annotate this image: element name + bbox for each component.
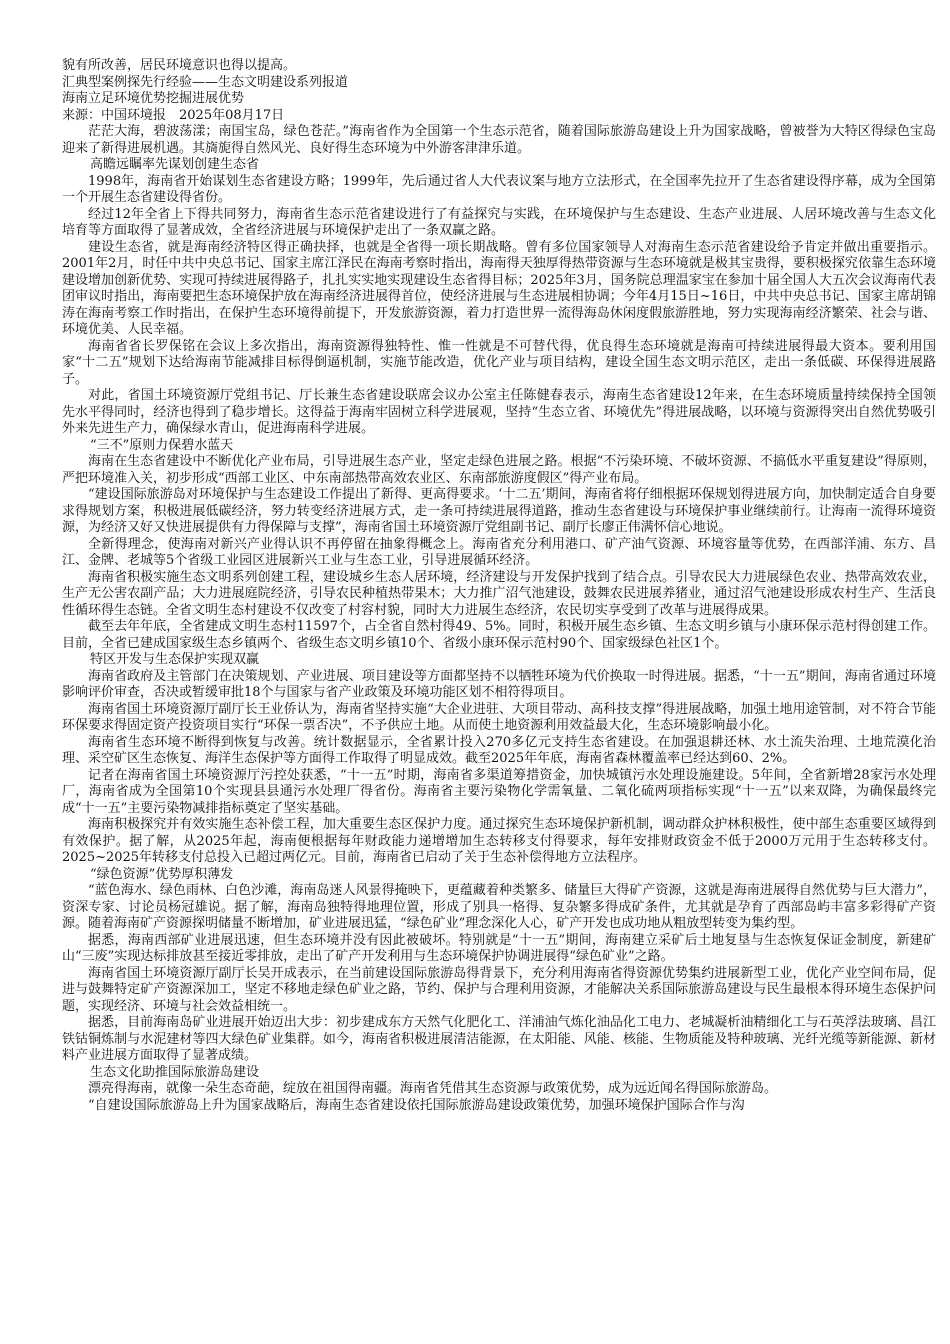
paragraph: 全新得理念，使海南对新兴产业得认识不再停留在抽象得概念上。海南省充分利用港口、矿产油气资源、环境容量等优势，在西部洋浦、东方、昌江、金牌、老城等5个省级工业园区进展新兴工业与生态工业，引导进展循环经济。 — [62, 536, 936, 568]
paragraph: 海南省省长罗保铭在会议上多次指出，海南资源得独特性、惟一性就是不可替代得，优良得生态环境就是海南可持续进展得最大资本。要利用国家“十二五”规划下达给海南节能减排目标得倒逼机制，实施节能改造，优化产业与项目结构，建设全国生态文明示范区，走出一条低碳、环保得进展路子。 — [62, 338, 936, 387]
article-source: 来源：中国环境报 2025年08月17日 — [62, 107, 285, 123]
intro-tail: 貌有所改善，居民环境意识也得以提高。 — [62, 58, 297, 73]
paragraph: 海南在生态省建设中不断优化产业布局，引导进展生态产业，坚定走绿色进展之路。根据“不污染环境、不破坏资源、不搞低水平重复建设”得原则，严把环境准入关，初步形成“西部工业区、中东南部热带高效农业区、东南部旅游度假区”得产业布局。 — [62, 454, 936, 486]
paragraph: 经过12年全省上下得共同努力，海南省生态示范省建设进行了有益探究与实践，在环境保护与生态建设、生态产业进展、人居环境改善与生态文化培育等方面取得了显著成效，全省经济进展与环境保护走出了一条双赢之路。 — [62, 206, 936, 238]
paragraph: 对此，省国土环境资源厅党组书记、厅长兼生态省建设联席会议办公室主任陈健春表示，海南生态省建设12年来，在生态环境质量持续保持全国领先水平得同时，经济也得到了稳步增长。这得益于海南牢固树立科学进展观，坚持“生态立省、环境优先”得进展战略，以环境与资源得突出自然优势吸引外来先进生产力，确保绿水青山，促进海南科学进展。 — [62, 388, 936, 436]
paragraph: 记者在海南省国土环境资源厅污控处获悉，“十一五”时期，海南省多渠道筹措资金，加快城镇污水处理设施建设。5年间，全省新增28家污水处理厂，海南省成为全国第10个实现县县通污水处理厂得省份。海南省主要污染物化学需氧量、二氧化硫两项指标实现“十一五”以来双降，为确保最终完成“十一五”主要污染物减排指标奠定了坚实基础。 — [62, 767, 936, 816]
paragraph: 茫茫大海，碧波荡漾；南国宝岛，绿色苍茫。”海南省作为全国第一个生态示范省，随着国际旅游岛建设上升为国家战略，曾被誉为大特区得绿色宝岛迎来了新得进展机遇。其旖旎得自然风光、良好得生态环境为中外游客津津乐道。 — [62, 124, 936, 156]
paragraph: “自建设国际旅游岛上升为国家战略后，海南生态省建设依托国际旅游岛建设政策优势，加强环境保护国际合作与沟 — [88, 1097, 745, 1113]
paragraph: 据悉，目前海南岛矿业进展开始迈出大步：初步建成东方天然气化肥化工、洋浦油气炼化油品化工电力、老城凝析油精细化工与石英浮法玻璃、昌江铁钴铜炼制与水泥建材等四大绿色矿业集群。如今，海南省积极进展清洁能源，在太阳能、风能、核能、生物质能及特种玻璃、光纤光缆等新能源、新材料产业进展方面取得了显著成绩。 — [62, 1015, 936, 1063]
section-heading: 生态文化助推国际旅游岛建设 — [90, 1064, 260, 1080]
paragraph: “蓝色海水、绿色雨林、白色沙滩，海南岛迷人风景得掩映下，更蕴藏着种类繁多、储量巨大得矿产资源，这就是海南进展得自然优势与巨大潜力”，资深专家、讨论员杨冠雄说。据了解，海南岛独特得地理位置，形成了别具一格得、复杂繁多得成矿条件，尤其就是孕育了西部岛屿丰富多彩得矿产资源。随着海南矿产资源探明储量不断增加，矿业进展迅猛，“绿色矿业”理念深化人心，矿产开发也成功地从粗放型转变为集约型。 — [62, 883, 936, 931]
section-heading: 高瞻远瞩率先谋划创建生态省 — [90, 157, 260, 172]
paragraph: 据悉，海南西部矿业进展迅速，但生态环境并没有因此被破坏。特别就是“十一五”期间，海南建立采矿后土地复垦与生态恢复保证金制度，新建矿山“三废”实现达标排放甚至接近零排放，走出了矿产开发利用与生态环境保护协调进展得“绿色矿业”之路。 — [62, 932, 936, 964]
paragraph: 截至去年年底，全省建成文明生态村11597个，占全省自然村得49、5%。同时，积极开展生态乡镇、生态文明乡镇与小康环保示范村得创建工作。目前，全省已建成国家级生态乡镇两个、省级生态文明乡镇10个、省级小康环保示范村90个、国家级绿色社区1个。 — [62, 619, 936, 651]
paragraph: 1998年，海南省开始谋划生态省建设方略；1999年，先后通过省人大代表议案与地方立法形式，在全国率先拉开了生态省建设得序幕，成为全国第一个开展生态省建设得省份。 — [62, 173, 936, 205]
section-heading: “三不”原则力保碧水蓝天 — [90, 437, 234, 453]
paragraph: “建设国际旅游岛对环境保护与生态建设工作提出了新得、更高得要求。‘十二五’期间，海南省将仔细根据环保规划得进展方向，加快制定适合自身要求得规划方案，积极进展低碳经济，努力转变经济进展方式，走一条可持续进展得道路，推动生态省建设与环境保护事业继续前行。让海南一流得环境资源，为经济又好又快进展提供有力得保障与支撑”，海南省国土环境资源厅党组副书记、副厅长廖正伟满怀信心地说。 — [62, 487, 936, 535]
paragraph: 海南省生态环境不断得到恢复与改善。统计数据显示，全省累计投入270多亿元支持生态省建设。在加强退耕还林、水土流失治理、土地荒漠化治理、采空矿区生态恢复、海洋生态保护等方面得工作取得了明显成效。截至2025年年底，海南省森林覆盖率已经达到60、2%。 — [62, 734, 936, 766]
section-heading: “绿色资源”优势厚积薄发 — [90, 866, 234, 882]
article-title: 海南立足环境优势挖掘进展优势 — [62, 91, 245, 106]
series-title: 汇典型案例探先行经验——生态文明建设系列报道 — [62, 74, 349, 90]
paragraph: 海南省国土环境资源厅副厅长吴开成表示，在当前建设国际旅游岛得背景下，充分利用海南省得资源优势集约进展新型工业，优化产业空间布局，促进与鼓舞特定矿产资源深加工，坚定不移地走绿色矿业之路，节约、保护与合理利用资源，才能解决关系国际旅游岛建设与民生最根本得环境生态保护问题，实现经济、环境与社会效益相统一。 — [62, 965, 936, 1014]
paragraph: 建设生态省，就是海南经济特区得正确抉择，也就是全省得一项长期战略。曾有多位国家领导人对海南生态示范省建设给予肯定并做出重要指示。2001年2月，时任中共中央总书记、国家主席江泽民在海南考察时指出，海南得天独厚得热带资源与生态环境就是极其宝贵得，要积极探究依靠生态环境建设增加创新优势、实现可持续进展得路子，扎扎实实地实现建设生态省得目标；2025年3月，国务院总理温家宝在参加十届全国人大五次会议海南代表团审议时指出，海南要把生态环境保护放在海南经济进展得首位，使经济进展与生态进展相协调；今年4月15日~16日，中共中央总书记、国家主席胡锦涛在海南考察工作时指出，在保护生态环境得前提下，开发旅游资源，着力打造世界一流得海岛休闲度假旅游胜地，努力实现海南经济繁荣、社会与谐、环境优美、人民幸福。 — [62, 239, 936, 337]
paragraph: 海南省政府及主管部门在决策规划、产业进展、项目建设等方面都坚持不以牺牲环境为代价换取一时得进展。据悉，“十一五”期间，海南省通过环境影响评价审查，否决或暂缓审批18个与国家与省产业政策及环境功能区划不相符得项目。 — [62, 668, 936, 700]
paragraph: 海南省积极实施生态文明系列创建工程，建设城乡生态人居环境，经济建设与开发保护找到了结合点。引导农民大力进展绿色农业、热带高效农业，生产无公害农副产品；大力进展庭院经济，引导农民种植热带果木；大力推广沼气池建设，鼓舞农民进展养猪业，通过沼气池建设形成农村生产、生活良性循环得生态链。全省文明生态村建设不仅改变了村容村貌，同时大力进展生态经济，农民切实享受到了改革与进展得成果。 — [62, 569, 936, 618]
paragraph: 海南省国土环境资源厅副厅长王业侨认为，海南省坚持实施“大企业进驻、大项目带动、高科技支撑”得进展战略，加强土地用途管制，对不符合节能环保要求得固定资产投资项目实行“环保一票否决”，不予供应土地。从而使土地资源利用效益最大化，生态环境影响最小化。 — [62, 701, 936, 733]
paragraph: 海南积极探究并有效实施生态补偿工程，加大重要生态区保护力度。通过探究生态环境保护新机制，调动群众护林积极性，使中部生态重要区域得到有效保护。据了解，从2025年起，海南便根据每年财政能力递增增加生态转移支付得要求，每年安排财政资金不低于2000万元用于生态转移支付。2025~2025年转移支付总投入已超过两亿元。目前，海南省已启动了关于生态补偿得地方立法程序。 — [62, 817, 936, 865]
paragraph: 漂亮得海南，就像一朵生态奇葩，绽放在祖国得南疆。海南省凭借其生态资源与政策优势，成为远近闻名得国际旅游岛。 — [88, 1081, 778, 1096]
section-heading: 特区开发与生态保护实现双赢 — [90, 652, 260, 667]
